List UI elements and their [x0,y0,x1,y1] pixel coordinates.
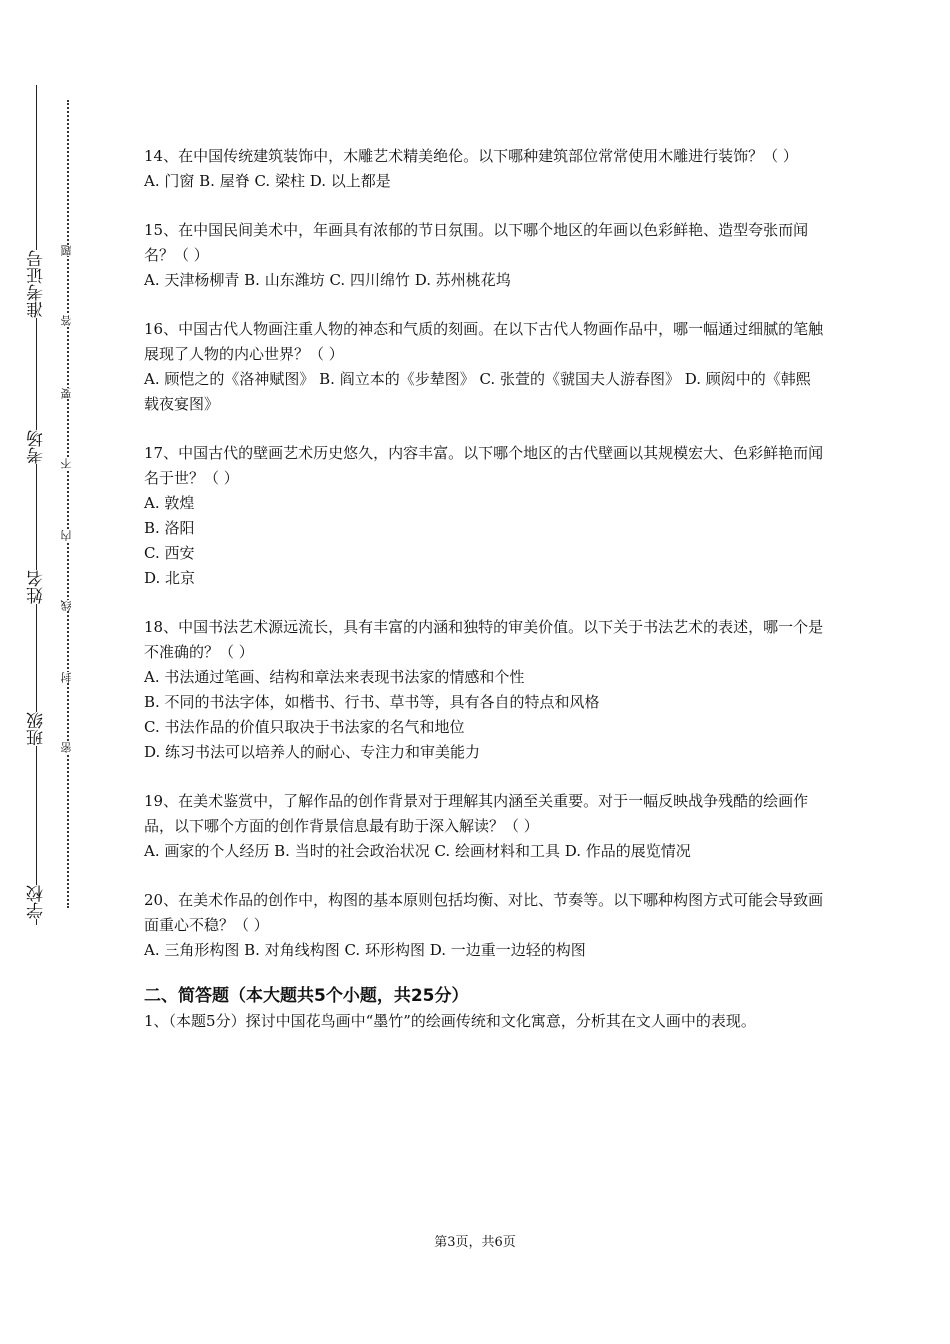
question-options: A. 画家的个人经历 B. 当时的社会政治状况 C. 绘画材料和工具 D. 作品的展览情况 [144,842,691,860]
question-options: A. 三角形构图 B. 对角线构图 C. 环形构图 D. 一边重一边轻的构图 [144,941,586,959]
question-text: 15、在中国民间美术中，年画具有浓郁的节日氛围。以下哪个地区的年画以色彩鲜艳、造型夸张而闻名？（ ） [144,221,809,264]
field-exam-number: 准考证号 [20,250,54,318]
question-20 [144,888,824,963]
seal-char: 密 [60,742,73,753]
section-title: 二、简答题（本大题共5个小题，共25分） [144,986,469,1006]
option-c: C. 书法作品的价值只取决于书法家的名气和地位 [144,718,465,736]
field-name: 姓名 [20,570,54,604]
question-text: 18、中国书法艺术源远流长，具有丰富的内涵和独特的审美价值。以下关于书法艺术的表述，哪一个是不准确的？（ ） [144,618,824,661]
question-text: 20、在美术作品的创作中，构图的基本原则包括均衡、对比、节奏等。以下哪种构图方式可能会导致画面重心不稳？（ ） [144,891,824,934]
seal-char: 不 [60,458,73,469]
question-19 [144,789,824,864]
field-exam-room: 考场 [20,430,54,464]
question-17 [144,441,824,591]
option-a: A. 敦煌 [144,494,195,512]
question-18 [144,615,824,765]
question-options: A. 天津杨柳青 B. 山东潍坊 C. 四川绵竹 D. 苏州桃花坞 [144,271,511,289]
option-a: A. 书法通过笔画、结构和章法来表现书法家的情感和个性 [144,668,525,686]
question-15 [144,218,824,293]
question-options: A. 门窗 B. 屋脊 C. 梁柱 D. 以上都是 [144,172,391,190]
binding-margin [0,0,120,1344]
seal-char: 线 [60,600,73,611]
seal-char: 内 [60,530,73,541]
seal-char: 答 [60,315,73,326]
option-c: C. 西安 [144,544,195,562]
short-answer-question-1: 1、（本题5分）探讨中国花鸟画中“墨竹”的绘画传统和文化寓意，分析其在文人画中的表现。 [144,1012,756,1030]
option-b: B. 洛阳 [144,519,195,537]
question-text: 17、中国古代的壁画艺术历史悠久，内容丰富。以下哪个地区的古代壁画以其规模宏大、色彩鲜艳而闻名于世？（ ） [144,444,824,487]
seal-char: 要 [60,388,73,399]
page-number: 第3页，共6页 [434,1235,516,1250]
option-d: D. 练习书法可以培养人的耐心、专注力和审美能力 [144,743,481,761]
question-text: 19、在美术鉴赏中，了解作品的创作背景对于理解其内涵至关重要。对于一幅反映战争残酷的绘画作品，以下哪个方面的创作背景信息最有助于深入解读？（ ） [144,792,809,835]
field-class: 班级 [20,712,54,746]
question-16 [144,317,824,417]
seal-char: 封 [60,672,73,683]
question-text: 16、中国古代人物画注重人物的神态和气质的刻画。在以下古代人物画作品中，哪一幅通过细腻的笔触展现了人物的内心世界？（ ） [144,320,824,363]
binding-solid-line [36,85,37,925]
question-options: A. 顾恺之的《洛神赋图》 B. 阎立本的《步辇图》 C. 张萱的《虢国夫人游春图》 D. 顾闳中的《韩熙载夜宴图》 [144,370,811,413]
question-text: 14、在中国传统建筑装饰中，木雕艺术精美绝伦。以下哪种建筑部位常常使用木雕进行装饰？（ ） [144,147,798,165]
seal-char: 题 [60,245,73,256]
field-school: 学校 [20,885,54,919]
option-b: B. 不同的书法字体，如楷书、行书、草书等，具有各自的特点和风格 [144,693,600,711]
option-d: D. 北京 [144,569,196,587]
seal-dotted-line [67,100,69,908]
question-14 [144,144,824,194]
exam-content [144,144,824,1034]
